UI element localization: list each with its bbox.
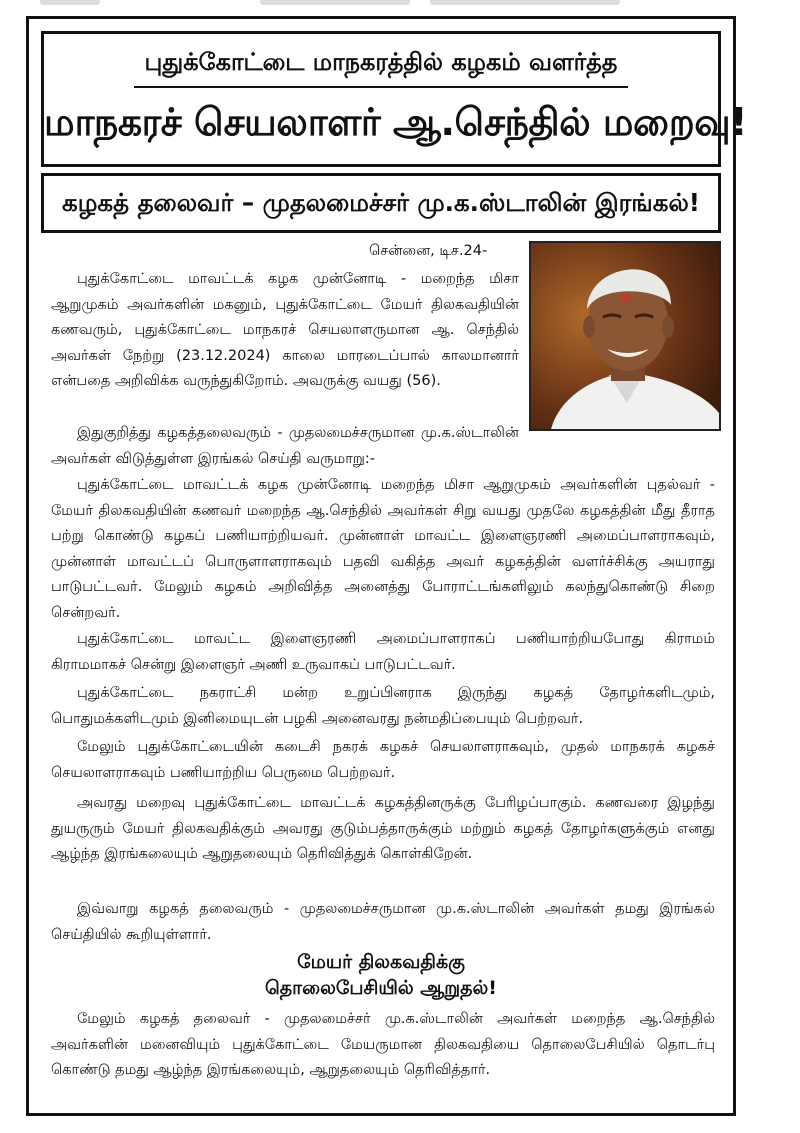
portrait-photo (529, 241, 721, 431)
article-closing-paragraph: மேலும் கழகத் தலைவர் - முதலமைச்சர் மு.க.ஸ்டாலின் அவர்கள் மறைந்த ஆ.செந்தில் அவர்களின் மனைவியும் புதுக்கோட்டை மேயருமான திலகவதியை தொலைபேசியில் தொடர்பு கொண்டு தமது ஆழ்ந்த இரங்கலையும், ஆறுதலையும் தெரிவித்தார். (51, 1011, 715, 1078)
article-paragraph: புதுக்கோட்டை நகராட்சி மன்ற உறுப்பினராக இருந்து கழகத் தோழர்களிடமும், பொதுமக்களிடமும் இனிமையுடன் பழகி அனைவரது நன்மதிப்பையும் பெற்றவர். (51, 685, 715, 727)
article-paragraph: அவரது மறைவு புதுக்கோட்டை மாவட்டக் கழகத்தினருக்கு பேரிழப்பாகும். கணவரை இழந்து துயருரும் மேயர் திலகவதிக்கும் அவரது குடும்பத்தாருக்கும் மற்றும் கழகத் தோழர்களுக்கும் எனது ஆழ்ந்த இரங்கலையும் ஆறுதலையும் தெரிவித்துக் கொள்கிறேன். (51, 795, 715, 862)
subheading-line-2: தொலைபேசியில் ஆறுதல்! (265, 977, 497, 999)
subheading-line-1: மேயர் திலகவதிக்கு (297, 951, 465, 973)
news-article-frame (26, 16, 747, 1116)
headline-kicker: புதுக்கோட்டை மாநகரத்தில் கழகம் வளர்த்த (144, 48, 618, 76)
headline-block (41, 31, 747, 167)
portrait-illustration (531, 243, 719, 429)
headline-subtitle: கழகத் தலைவர் – முதலமைச்சர் மு.க.ஸ்டாலின் இரங்கல்! (62, 188, 700, 217)
cropped-previous-article-strip (0, 0, 800, 14)
article-paragraph: மேலும் புதுக்கோட்டையின் கடைசி நகரக் கழகச் செயலாளராகவும், முதல் மாநகரக் கழகச் செயலாளராகவும் பணியாற்றிய பெருமை பெற்றவர். (51, 739, 715, 781)
article-paragraph: புதுக்கோட்டை மாவட்ட இளைஞரணி அமைப்பாளராகப் பணியாற்றியபோது கிராமம் கிராமமாகச் சென்று இளைஞர் அணி உருவாகப் பாடுபட்டவர். (51, 631, 715, 673)
article-dateline: சென்னை, டிச.24- (369, 243, 488, 259)
article-paragraph: புதுக்கோட்டை மாவட்டக் கழக முன்னோடி மறைந்த மிசா ஆறுமுகம் அவர்களின் புதல்வர் - மேயர் திலகவதியின் கணவர் மறைந்த ஆ.செந்தில் அவர்கள் சிறு வயது முதலே கழகத்தின் மீது தீராத பற்று கொண்டு கழகப் பணியாற்றியவர். முன்னாள் மாவட்ட இளைஞரணி அமைப்பாளராகவும், முன்னாள் மாவட்டப் பொருளாளராகவும் பதவி வகித்த அவர் கழகத்தின் வளர்ச்சிக்கு அயராது பாடுபட்டவர். மேலும் கழகம் அறிவித்த அனைத்து போராட்டங்களிலும் கலந்துகொண்டு சிறை சென்றவர். (51, 477, 715, 621)
kicker-underline (134, 86, 628, 88)
article-paragraph: புதுக்கோட்டை மாவட்டக் கழக முன்னோடி - மறைந்த மிசா ஆறுமுகம் அவர்களின் மகனும், புதுக்கோட்டை மேயர் திலகவதியின் கணவரும், புதுக்கோட்டை மாநகரச் செயலாளருமான ஆ. செந்தில் அவர்கள் நேற்று (23.12.2024) காலை மாரடைப்பால் காலமானார் என்பதை அறிவிக்க வருந்துகிறோம். அவருக்கு வயது (56). (51, 271, 519, 389)
headline-title: மாநகரச் செயலாளர் ஆ.செந்தில் மறைவு! (44, 100, 747, 144)
article-paragraph: இவ்வாறு கழகத் தலைவரும் - முதலமைச்சருமான மு.க.ஸ்டாலின் அவர்கள் தமது இரங்கல் செய்தியில் கூறியுள்ளார். (51, 901, 715, 943)
subtitle-block (41, 173, 721, 233)
article-paragraph: இதுகுறித்து கழகத்தலைவரும் - முதலமைச்சருமான மு.க.ஸ்டாலின் அவர்கள் விடுத்துள்ள இரங்கல் செய்தி வருமாறு:- (51, 425, 519, 467)
